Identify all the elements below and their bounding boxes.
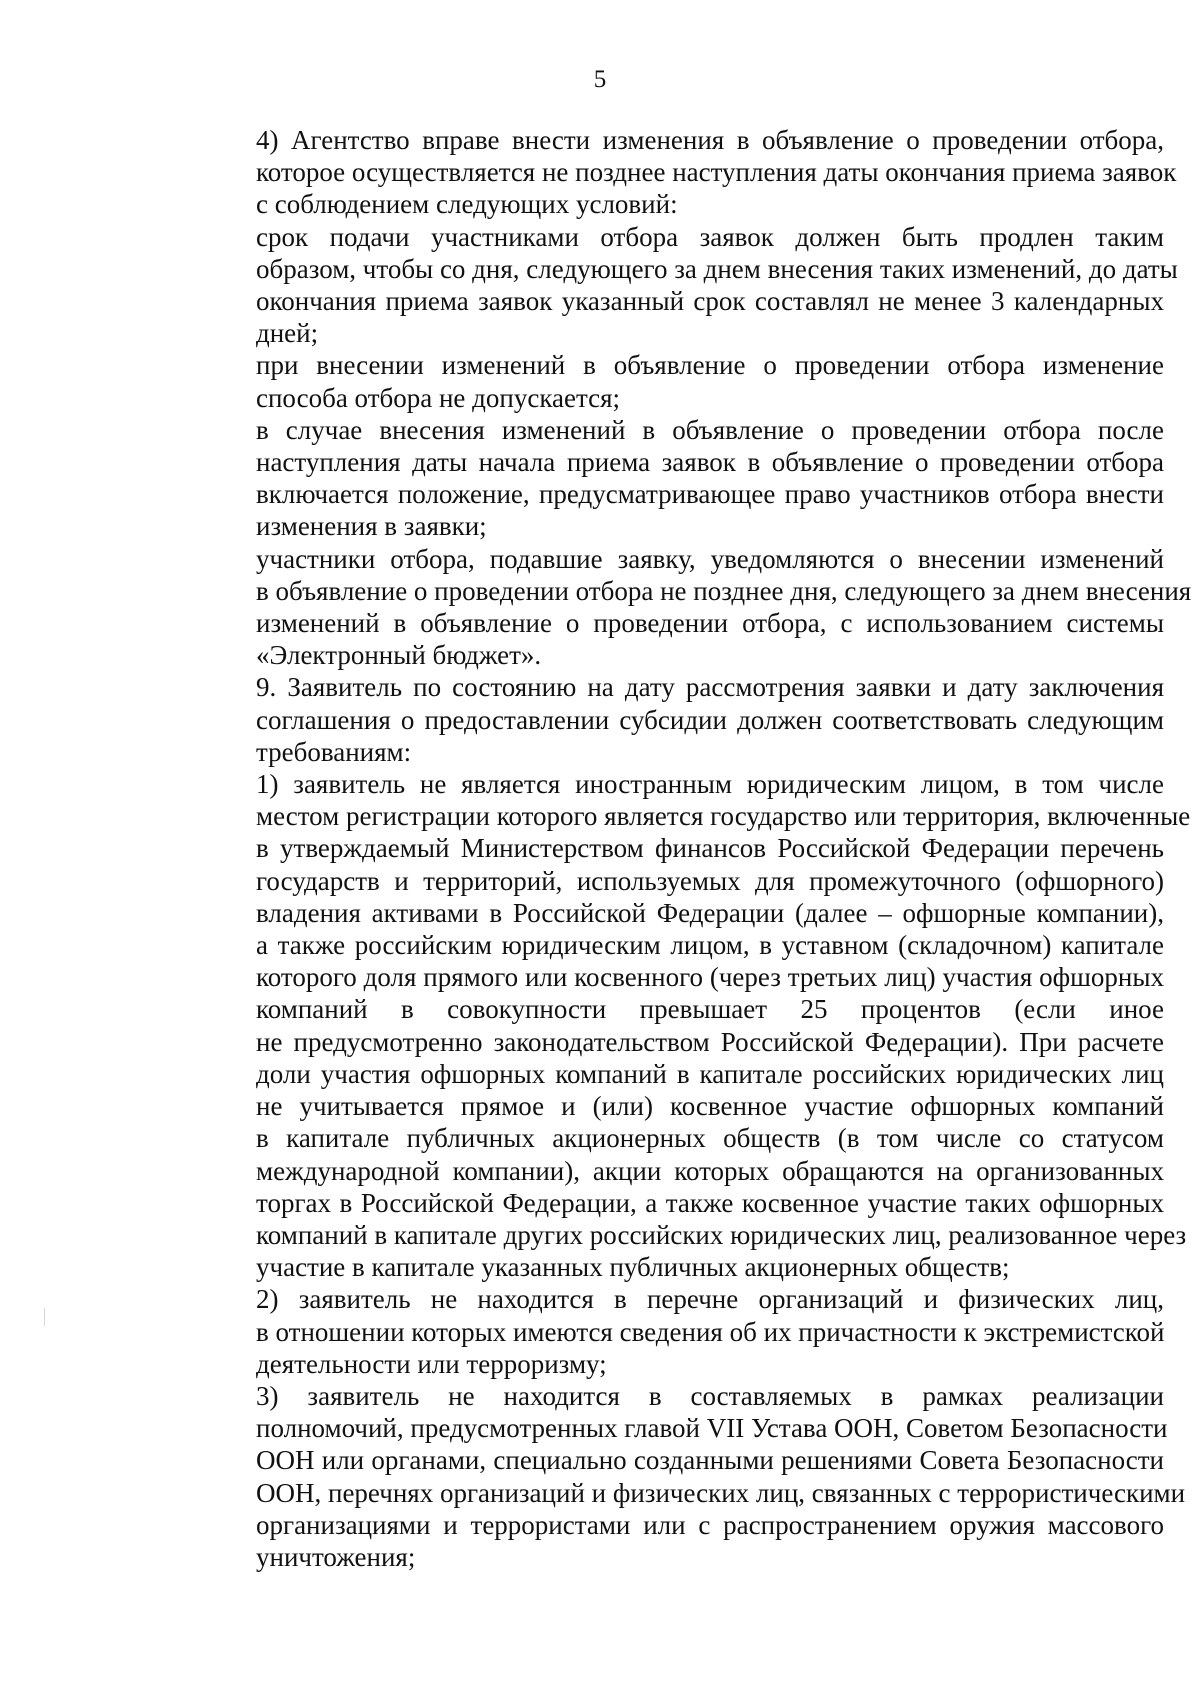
text-line: компаний в капитале других российских юридических лиц, реализованное через xyxy=(256,1219,1187,1250)
text-line: доли участия офшорных компаний в капитале российских юридических лиц xyxy=(256,1058,1164,1089)
text-line: уничтожения; xyxy=(256,1541,416,1572)
text-line: в объявление о проведении отбора не позднее дня, следующего за днем внесения xyxy=(256,575,1192,606)
text-line: изменений в объявление о проведении отбора, с использованием системы xyxy=(256,608,1164,639)
paragraph xyxy=(188,349,1164,413)
text-line: местом регистрации которого является государство или территория, включенные xyxy=(256,801,1191,832)
text-line: государств и территорий, используемых для промежуточного (офшорного) xyxy=(256,865,1164,896)
document-body xyxy=(188,124,1192,1573)
text-line: участники отбора, подавшие заявку, уведомляются о внесении изменений xyxy=(256,543,1164,574)
text-line: дней; xyxy=(256,318,319,349)
text-line: ООН, перечнях организаций и физических лиц, связанных с террористическими xyxy=(256,1477,1186,1508)
text-line: торгах в Российской Федерации, а также косвенное участие таких офшорных xyxy=(256,1187,1164,1218)
paragraph xyxy=(188,768,1191,1283)
text-line: не предусмотренно законодательством Российской Федерации). При расчете xyxy=(256,1026,1164,1057)
text-line: участие в капитале указанных публичных акционерных обществ; xyxy=(256,1252,1010,1283)
scan-margin-mark xyxy=(44,1308,45,1326)
text-line: в капитале публичных акционерных обществ (в том числе со статусом xyxy=(256,1123,1164,1154)
text-line: с соблюдением следующих условий: xyxy=(256,189,678,220)
page-number: 5 xyxy=(593,66,607,93)
text-line: окончания приема заявок указанный срок составлял не менее 3 календарных xyxy=(256,286,1164,317)
text-line: не учитывается прямое и (или) косвенное участие офшорных компаний xyxy=(256,1091,1164,1122)
text-line: 9. Заявитель по состоянию на дату рассмотрения заявки и дату заключения xyxy=(256,672,1164,703)
text-line: соглашения о предоставлении субсидии должен соответствовать следующим xyxy=(256,704,1164,735)
text-line: организациями и террористами или с распространением оружия массового xyxy=(256,1509,1164,1540)
text-line: 4) Агентство вправе внести изменения в объявление о проведении отбора, xyxy=(256,125,1164,155)
text-line: при внесении изменений в объявление о проведении отбора изменение xyxy=(256,350,1164,381)
text-line: деятельности или терроризму; xyxy=(256,1348,607,1379)
text-line: образом, чтобы со дня, следующего за днем внесения таких изменений, до даты xyxy=(256,253,1178,284)
text-line: владения активами в Российской Федерации (далее – офшорные компании), xyxy=(256,897,1164,928)
paragraph xyxy=(188,414,1164,543)
text-line: а также российским юридическим лицом, в уставном (складочном) капитале xyxy=(256,930,1164,961)
text-line: срок подачи участниками отбора заявок должен быть продлен таким xyxy=(256,221,1164,252)
text-line: 1) заявитель не является иностранным юридическим лицом, в том числе xyxy=(256,769,1164,800)
paragraph xyxy=(188,124,1177,221)
text-line: в отношении которых имеются сведения об их причастности к экстремистской xyxy=(256,1316,1165,1347)
paragraph xyxy=(188,543,1192,672)
text-line: в утверждаемый Министерством финансов Российской Федерации перечень xyxy=(256,833,1164,864)
text-line: требованиям: xyxy=(256,736,412,767)
paragraph xyxy=(188,671,1164,768)
text-line: наступления даты начала приема заявок в объявление о проведении отбора xyxy=(256,447,1164,478)
paragraph xyxy=(188,221,1178,350)
text-line: 2) заявитель не находится в перечне организаций и физических лиц, xyxy=(256,1284,1164,1315)
text-line: способа отбора не допускается; xyxy=(256,382,621,413)
paragraph xyxy=(188,1283,1164,1380)
text-line: включается положение, предусматривающее право участников отбора внести xyxy=(256,479,1164,510)
text-line: международной компании), акции которых обращаются на организованных xyxy=(256,1155,1164,1186)
text-line: изменения в заявки; xyxy=(256,511,487,542)
text-line: в случае внесения изменений в объявление о проведении отбора после xyxy=(256,414,1164,445)
text-line: полномочий, предусмотренных главой VII Устава ООН, Советом Безопасности xyxy=(256,1413,1168,1444)
text-line: «Электронный бюджет». xyxy=(256,640,542,671)
text-line: ООН или органами, специально созданными решениями Совета Безопасности xyxy=(256,1445,1164,1476)
text-line: которое осуществляется не позднее наступления даты окончания приема заявок xyxy=(256,157,1177,188)
text-line: которого доля прямого или косвенного (через третьих лиц) участия офшорных xyxy=(256,962,1164,993)
paragraph xyxy=(188,1380,1186,1573)
text-line: компаний в совокупности превышает 25 процентов (если иное xyxy=(256,994,1164,1025)
text-line: 3) заявитель не находится в составляемых в рамках реализации xyxy=(256,1380,1164,1411)
